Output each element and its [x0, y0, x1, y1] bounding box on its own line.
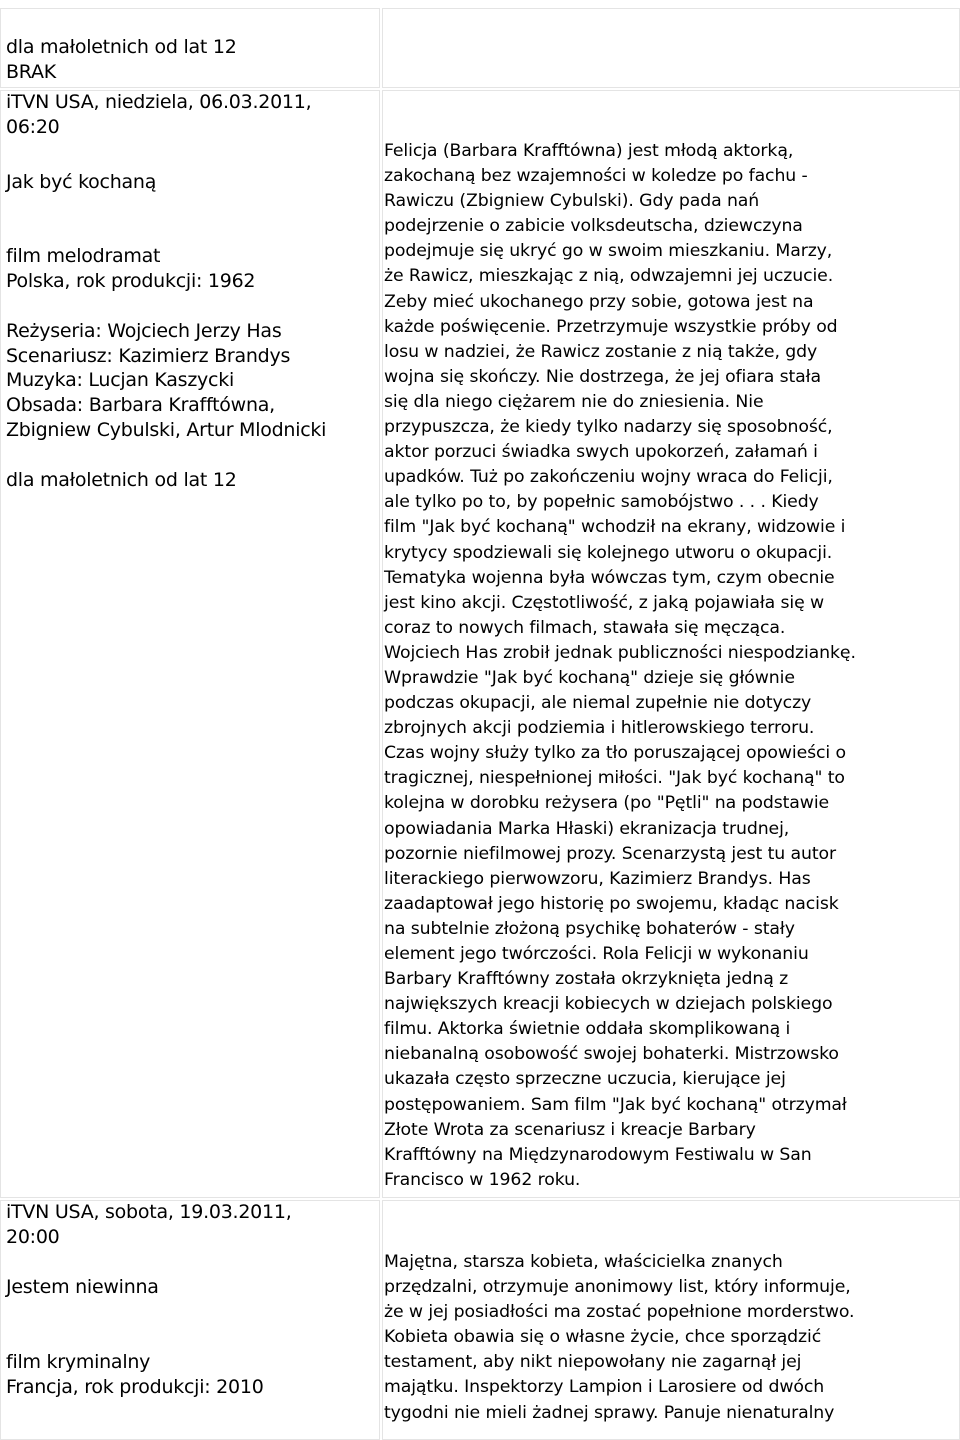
description-line: aktor porzuci świadka swych upokorzeń, załamań i	[384, 442, 818, 463]
description-line: Zeby mieć ukochanego przy sobie, gotowa jest na	[384, 291, 814, 312]
program1-genre: film melodramat	[6, 245, 161, 267]
description-line: Krafftówny na Międzynarodowym Festiwalu w San	[384, 1144, 812, 1165]
description-line: Tematyka wojenna była wówczas tym, czym obecnie	[384, 567, 835, 588]
description-line: kolejna w dorobku reżysera (po "Pętli" na podstawie	[384, 793, 830, 814]
program1-details	[6, 244, 255, 293]
description-line: zakochaną bez wzajemności w koledze po fachu -	[384, 166, 808, 187]
top-right-cell	[382, 8, 960, 88]
description-line: że Rawicz, mieszkając z nią, odwzajemni jej uczucie.	[384, 266, 834, 287]
description-line: że w jej posiadłości ma zostać popełnione morderstwo.	[384, 1302, 855, 1323]
description-line: majątku. Inspektorzy Lampion i Larosiere od dwóch	[384, 1377, 825, 1398]
top-rating-label: dla małoletnich od lat 12	[6, 36, 237, 58]
description-line: zaadaptował jego historię po swojemu, kładąc nacisk	[384, 893, 839, 914]
description-line: niebanalną osobowość swojej bohaterki. Mistrzowsko	[384, 1044, 839, 1065]
program1-writer: Scenariusz: Kazimierz Brandys	[6, 344, 291, 367]
description-line: ukazała często sprzeczne uczucia, kierujące jej	[384, 1069, 786, 1090]
program1-cast-line1: Obsada: Barbara Krafftówna,	[6, 394, 275, 417]
description-line: na subtelnie złożoną psychikę bohaterów - stały	[384, 918, 795, 939]
description-line: literackiego pierwowzoru, Kazimierz Brandys. Has	[384, 868, 811, 889]
program1-music: Muzyka: Lucjan Kaszycki	[6, 369, 235, 392]
description-line: postępowaniem. Sam film "Jak być kochaną" otrzymał	[384, 1094, 847, 1115]
description-line: podejrzenie o zabicie volksdeutscha, dziewczyna	[384, 216, 803, 237]
program2-broadcast-info	[6, 1200, 292, 1249]
description-line: film "Jak być kochaną" wchodził na ekrany, widzowie i	[384, 517, 846, 538]
program2-production: Francja, rok produkcji: 2010	[6, 1375, 264, 1398]
program1-broadcast-line1: iTVN USA, niedziela, 06.03.2011,	[6, 91, 312, 113]
program1-rating: dla małoletnich od lat 12	[6, 469, 237, 491]
program2-title: Jestem niewinna	[6, 1276, 159, 1298]
description-line: Barbary Krafftówny została okrzyknięta jedną z	[384, 969, 789, 990]
description-line: krytycy spodziewali się kolejnego utworu o okupacji.	[384, 542, 833, 563]
description-line: podczas okupacji, ale niemal zupełnie nie dotyczy	[384, 693, 812, 714]
program1-title: Jak być kochaną	[6, 171, 157, 193]
program1-broadcast-info	[6, 90, 311, 139]
program2-description	[384, 1250, 854, 1426]
description-line: Wojciech Has zrobił jednak publiczności niespodziankę.	[384, 642, 856, 663]
program1-description	[384, 139, 856, 1193]
description-line: losu w nadziei, że Rawicz zostanie z nią także, gdy	[384, 341, 818, 362]
description-line: tragicznej, niespełnionej miłości. "Jak być kochaną" to	[384, 768, 845, 789]
description-line: każde poświęcenie. Przetrzymuje wszystkie próby od	[384, 316, 838, 337]
description-line: Kobieta obawia się o własne życie, chce sporządzić	[384, 1327, 822, 1348]
description-line: testament, aby nikt niepowołany nie zagarnął jej	[384, 1352, 802, 1373]
description-line: jest kino akcji. Częstotliwość, z jaką pojawiała się w	[384, 592, 825, 613]
program2-broadcast-line2: 20:00	[6, 1225, 60, 1248]
description-line: największych kreacji kobiecych w dziejach polskiego	[384, 994, 833, 1015]
program1-credits	[6, 319, 326, 442]
description-line: Majętna, starsza kobieta, właścicielka znanych	[384, 1252, 783, 1272]
program2-details	[6, 1350, 264, 1399]
description-line: element jego twórczości. Rola Felicji w wykonaniu	[384, 944, 809, 964]
program2-broadcast-line1: iTVN USA, sobota, 19.03.2011,	[6, 1201, 292, 1223]
description-line: upadków. Tuż po zakończeniu wojny wraca do Felicji,	[384, 467, 833, 488]
description-line: wojna się skończy. Nie dostrzega, że jej ofiara stała	[384, 366, 821, 387]
program1-director: Reżyseria: Wojciech Jerzy Has	[6, 320, 282, 342]
program1-cast-line2: Zbigniew Cybulski, Artur Mlodnicki	[6, 418, 327, 441]
description-line: przypuszcza, że kiedy tylko nadarzy się sposobność,	[384, 417, 833, 438]
description-line: przędzalni, otrzymuje anonimowy list, który informuje,	[384, 1277, 851, 1298]
description-line: Francisco w 1962 roku.	[384, 1169, 581, 1190]
description-line: Czas wojny służy tylko za tło poruszającej opowieści o	[384, 743, 846, 764]
description-line: zbrojnych akcji podziemia i hitlerowskiego terroru.	[384, 718, 815, 739]
description-line: pozornie niefilmowej prozy. Scenarzystą jest tu autor	[384, 843, 837, 864]
description-line: coraz to nowych filmach, stawała się męcząca.	[384, 617, 786, 638]
description-line: się dla niego ciężarem nie do zniesienia. Nie	[384, 391, 764, 412]
program1-broadcast-line2: 06:20	[6, 115, 60, 138]
program2-genre: film kryminalny	[6, 1351, 151, 1373]
description-line: opowiadania Marka Hłaski) ekranizacja trudnej,	[384, 818, 790, 839]
top-description: BRAK	[6, 61, 56, 83]
description-line: Złote Wrota za scenariusz i kreacje Barbary	[384, 1119, 756, 1140]
description-line: Felicja (Barbara Krafftówna) jest młodą aktorką,	[384, 141, 794, 161]
description-line: podejmuje się ukryć go w swoim mieszkaniu. Marzy,	[384, 241, 833, 262]
description-line: ale tylko po to, by popełnic samobójstwo . . . Kiedy	[384, 492, 819, 513]
description-line: filmu. Aktorka świetnie oddała skomplikowaną i	[384, 1019, 791, 1040]
program1-production: Polska, rok produkcji: 1962	[6, 269, 256, 292]
description-line: tygodni nie mieli żadnej sprawy. Panuje nienaturalny	[384, 1402, 835, 1423]
description-line: Wprawdzie "Jak być kochaną" dzieje się głównie	[384, 667, 795, 688]
description-line: Rawiczu (Zbigniew Cybulski). Gdy pada nań	[384, 191, 760, 212]
